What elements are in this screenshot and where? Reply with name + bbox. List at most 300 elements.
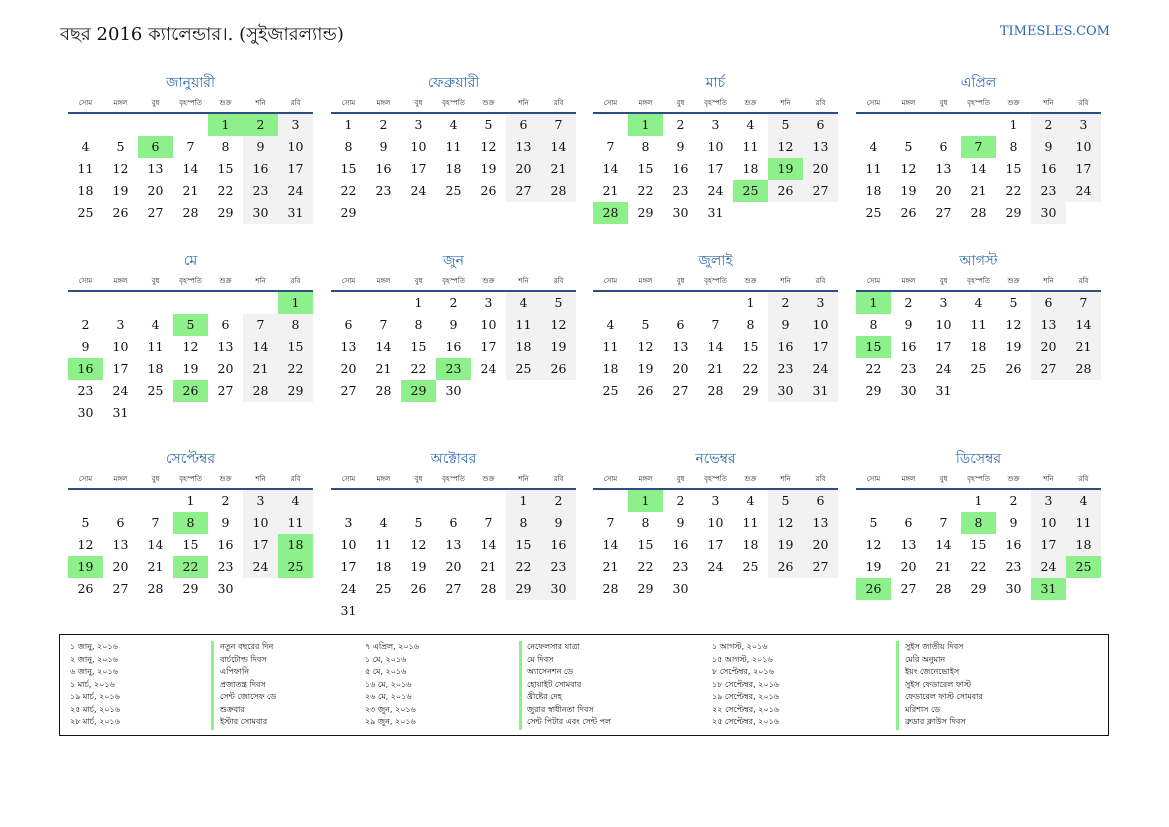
day-cell[interactable]: 27: [803, 180, 838, 202]
day-cell[interactable]: 9: [676, 139, 685, 154]
day-cell[interactable]: 16: [1031, 158, 1066, 180]
day-cell[interactable]: 5: [414, 515, 423, 530]
day-cell[interactable]: 20: [1031, 336, 1066, 358]
day-cell[interactable]: 10: [112, 339, 129, 354]
day-cell[interactable]: 24: [340, 581, 357, 596]
day-cell[interactable]: 11: [77, 161, 94, 176]
day-cell[interactable]: 31: [803, 380, 838, 402]
day-cell[interactable]: 1: [186, 493, 195, 508]
day-cell[interactable]: 27: [340, 383, 357, 398]
day-cell[interactable]: 17: [803, 336, 838, 358]
day-cell[interactable]: 12: [865, 537, 882, 552]
day-cell[interactable]: 21: [970, 183, 987, 198]
day-cell[interactable]: 6: [803, 114, 838, 136]
day-cell[interactable]: 3: [344, 515, 353, 530]
day-cell[interactable]: 15: [340, 161, 357, 176]
day-cell[interactable]: 6: [676, 317, 685, 332]
day-cell[interactable]: 26: [541, 358, 576, 380]
day-cell[interactable]: 17: [1066, 158, 1101, 180]
day-cell[interactable]: 21: [1066, 336, 1101, 358]
day-cell[interactable]: 6: [939, 139, 948, 154]
day-cell[interactable]: 1: [1009, 117, 1018, 132]
day-cell[interactable]: 27: [935, 205, 952, 220]
day-cell[interactable]: 14: [602, 161, 619, 176]
day-cell[interactable]: 3: [414, 117, 423, 132]
day-cell[interactable]: 21: [243, 358, 278, 380]
day-cell[interactable]: 25: [445, 183, 462, 198]
day-cell[interactable]: 25: [970, 361, 987, 376]
day-cell[interactable]: 24: [803, 358, 838, 380]
day-cell[interactable]: 30: [768, 380, 803, 402]
day-cell[interactable]: 1: [414, 295, 423, 310]
day-cell[interactable]: 18: [506, 336, 541, 358]
day-cell[interactable]: 8: [506, 512, 541, 534]
day-cell[interactable]: 30: [672, 581, 689, 596]
day-cell[interactable]: 14: [602, 537, 619, 552]
day-cell[interactable]: 12: [410, 537, 427, 552]
day-cell[interactable]: 27: [672, 383, 689, 398]
day-cell[interactable]: 29: [1005, 205, 1022, 220]
day-cell[interactable]: 19: [768, 534, 803, 556]
holiday-day-cell[interactable]: 22: [173, 556, 208, 578]
day-cell[interactable]: 14: [541, 136, 576, 158]
day-cell[interactable]: 30: [1031, 202, 1066, 224]
day-cell[interactable]: 30: [217, 581, 234, 596]
day-cell[interactable]: 29: [637, 205, 654, 220]
day-cell[interactable]: 13: [147, 161, 164, 176]
day-cell[interactable]: 11: [375, 537, 392, 552]
day-cell[interactable]: 12: [637, 339, 654, 354]
day-cell[interactable]: 20: [112, 559, 129, 574]
day-cell[interactable]: 26: [112, 205, 129, 220]
day-cell[interactable]: 3: [484, 295, 493, 310]
day-cell[interactable]: 28: [182, 205, 199, 220]
day-cell[interactable]: 9: [449, 317, 458, 332]
day-cell[interactable]: 9: [1031, 136, 1066, 158]
day-cell[interactable]: 16: [672, 161, 689, 176]
day-cell[interactable]: 23: [1031, 180, 1066, 202]
day-cell[interactable]: 21: [602, 183, 619, 198]
day-cell[interactable]: 5: [904, 139, 913, 154]
day-cell[interactable]: 25: [742, 559, 759, 574]
day-cell[interactable]: 10: [935, 317, 952, 332]
holiday-day-cell[interactable]: 15: [856, 336, 891, 358]
day-cell[interactable]: 25: [147, 383, 164, 398]
day-cell[interactable]: 15: [742, 339, 759, 354]
day-cell[interactable]: 6: [803, 490, 838, 512]
day-cell[interactable]: 23: [768, 358, 803, 380]
brand-link[interactable]: TIMESLES.COM: [999, 24, 1110, 39]
day-cell[interactable]: 4: [151, 317, 160, 332]
day-cell[interactable]: 28: [1066, 358, 1101, 380]
day-cell[interactable]: 2: [676, 117, 685, 132]
day-cell[interactable]: 16: [768, 336, 803, 358]
day-cell[interactable]: 12: [1005, 317, 1022, 332]
day-cell[interactable]: 9: [1009, 515, 1018, 530]
day-cell[interactable]: 25: [602, 383, 619, 398]
day-cell[interactable]: 3: [116, 317, 125, 332]
holiday-day-cell[interactable]: 8: [173, 512, 208, 534]
day-cell[interactable]: 4: [869, 139, 878, 154]
day-cell[interactable]: 28: [243, 380, 278, 402]
day-cell[interactable]: 7: [243, 314, 278, 336]
day-cell[interactable]: 28: [707, 383, 724, 398]
day-cell[interactable]: 15: [217, 161, 234, 176]
day-cell[interactable]: 24: [410, 183, 427, 198]
day-cell[interactable]: 28: [602, 581, 619, 596]
day-cell[interactable]: 17: [707, 161, 724, 176]
day-cell[interactable]: 2: [1031, 114, 1066, 136]
day-cell[interactable]: 15: [637, 161, 654, 176]
day-cell[interactable]: 27: [147, 205, 164, 220]
day-cell[interactable]: 28: [970, 205, 987, 220]
day-cell[interactable]: 7: [939, 515, 948, 530]
day-cell[interactable]: 14: [935, 537, 952, 552]
day-cell[interactable]: 16: [672, 537, 689, 552]
day-cell[interactable]: 17: [707, 537, 724, 552]
holiday-day-cell[interactable]: 23: [436, 358, 471, 380]
day-cell[interactable]: 3: [1031, 490, 1066, 512]
day-cell[interactable]: 19: [900, 183, 917, 198]
day-cell[interactable]: 6: [344, 317, 353, 332]
day-cell[interactable]: 17: [340, 559, 357, 574]
day-cell[interactable]: 4: [974, 295, 983, 310]
day-cell[interactable]: 31: [707, 205, 724, 220]
day-cell[interactable]: 9: [904, 317, 913, 332]
holiday-day-cell[interactable]: 29: [401, 380, 436, 402]
day-cell[interactable]: 23: [900, 361, 917, 376]
day-cell[interactable]: 11: [742, 515, 759, 530]
holiday-day-cell[interactable]: 1: [278, 292, 313, 314]
day-cell[interactable]: 24: [707, 559, 724, 574]
day-cell[interactable]: 8: [869, 317, 878, 332]
day-cell[interactable]: 14: [147, 537, 164, 552]
holiday-day-cell[interactable]: 25: [1066, 556, 1101, 578]
day-cell[interactable]: 14: [182, 161, 199, 176]
day-cell[interactable]: 24: [935, 361, 952, 376]
day-cell[interactable]: 4: [746, 117, 755, 132]
day-cell[interactable]: 18: [742, 537, 759, 552]
holiday-day-cell[interactable]: 31: [1031, 578, 1066, 600]
day-cell[interactable]: 26: [900, 205, 917, 220]
day-cell[interactable]: 5: [869, 515, 878, 530]
day-cell[interactable]: 8: [278, 314, 313, 336]
day-cell[interactable]: 13: [217, 339, 234, 354]
day-cell[interactable]: 10: [340, 537, 357, 552]
day-cell[interactable]: 5: [116, 139, 125, 154]
day-cell[interactable]: 23: [243, 180, 278, 202]
day-cell[interactable]: 19: [541, 336, 576, 358]
day-cell[interactable]: 2: [676, 493, 685, 508]
day-cell[interactable]: 9: [676, 515, 685, 530]
day-cell[interactable]: 10: [410, 139, 427, 154]
day-cell[interactable]: 20: [147, 183, 164, 198]
day-cell[interactable]: 30: [445, 383, 462, 398]
day-cell[interactable]: 9: [243, 136, 278, 158]
day-cell[interactable]: 21: [182, 183, 199, 198]
day-cell[interactable]: 11: [278, 512, 313, 534]
holiday-day-cell[interactable]: 25: [733, 180, 768, 202]
day-cell[interactable]: 8: [746, 317, 755, 332]
day-cell[interactable]: 20: [935, 183, 952, 198]
day-cell[interactable]: 11: [865, 161, 882, 176]
day-cell[interactable]: 19: [637, 361, 654, 376]
day-cell[interactable]: 10: [1066, 136, 1101, 158]
day-cell[interactable]: 10: [1031, 512, 1066, 534]
day-cell[interactable]: 22: [506, 556, 541, 578]
day-cell[interactable]: 18: [147, 361, 164, 376]
day-cell[interactable]: 14: [970, 161, 987, 176]
day-cell[interactable]: 24: [1066, 180, 1101, 202]
holiday-day-cell[interactable]: 19: [768, 158, 803, 180]
holiday-day-cell[interactable]: 26: [856, 578, 891, 600]
day-cell[interactable]: 7: [711, 317, 720, 332]
day-cell[interactable]: 18: [445, 161, 462, 176]
day-cell[interactable]: 8: [414, 317, 423, 332]
day-cell[interactable]: 12: [77, 537, 94, 552]
day-cell[interactable]: 14: [707, 339, 724, 354]
day-cell[interactable]: 17: [480, 339, 497, 354]
day-cell[interactable]: 7: [1066, 292, 1101, 314]
day-cell[interactable]: 15: [1005, 161, 1022, 176]
day-cell[interactable]: 2: [768, 292, 803, 314]
day-cell[interactable]: 19: [410, 559, 427, 574]
day-cell[interactable]: 6: [506, 114, 541, 136]
day-cell[interactable]: 7: [606, 515, 615, 530]
day-cell[interactable]: 24: [480, 361, 497, 376]
day-cell[interactable]: 17: [243, 534, 278, 556]
day-cell[interactable]: 9: [541, 512, 576, 534]
day-cell[interactable]: 18: [970, 339, 987, 354]
day-cell[interactable]: 29: [506, 578, 541, 600]
day-cell[interactable]: 26: [768, 180, 803, 202]
day-cell[interactable]: 13: [1031, 314, 1066, 336]
day-cell[interactable]: 4: [379, 515, 388, 530]
day-cell[interactable]: 12: [182, 339, 199, 354]
day-cell[interactable]: 26: [77, 581, 94, 596]
holiday-day-cell[interactable]: 26: [173, 380, 208, 402]
day-cell[interactable]: 19: [865, 559, 882, 574]
day-cell[interactable]: 30: [77, 405, 94, 420]
day-cell[interactable]: 21: [480, 559, 497, 574]
holiday-day-cell[interactable]: 1: [628, 114, 663, 136]
day-cell[interactable]: 29: [182, 581, 199, 596]
day-cell[interactable]: 3: [803, 292, 838, 314]
day-cell[interactable]: 30: [243, 202, 278, 224]
holiday-day-cell[interactable]: 1: [208, 114, 243, 136]
day-cell[interactable]: 30: [900, 383, 917, 398]
day-cell[interactable]: 4: [81, 139, 90, 154]
day-cell[interactable]: 17: [935, 339, 952, 354]
day-cell[interactable]: 29: [970, 581, 987, 596]
day-cell[interactable]: 4: [278, 490, 313, 512]
day-cell[interactable]: 12: [900, 161, 917, 176]
holiday-day-cell[interactable]: 7: [961, 136, 996, 158]
day-cell[interactable]: 17: [1031, 534, 1066, 556]
day-cell[interactable]: 14: [243, 336, 278, 358]
day-cell[interactable]: 2: [904, 295, 913, 310]
day-cell[interactable]: 6: [221, 317, 230, 332]
day-cell[interactable]: 3: [243, 490, 278, 512]
day-cell[interactable]: 20: [672, 361, 689, 376]
day-cell[interactable]: 5: [541, 292, 576, 314]
day-cell[interactable]: 14: [375, 339, 392, 354]
day-cell[interactable]: 16: [900, 339, 917, 354]
day-cell[interactable]: 11: [970, 317, 987, 332]
day-cell[interactable]: 1: [974, 493, 983, 508]
day-cell[interactable]: 11: [445, 139, 462, 154]
day-cell[interactable]: 20: [506, 158, 541, 180]
day-cell[interactable]: 27: [803, 556, 838, 578]
day-cell[interactable]: 10: [707, 515, 724, 530]
day-cell[interactable]: 26: [480, 183, 497, 198]
day-cell[interactable]: 1: [746, 295, 755, 310]
day-cell[interactable]: 2: [449, 295, 458, 310]
day-cell[interactable]: 12: [768, 136, 803, 158]
day-cell[interactable]: 8: [641, 139, 650, 154]
day-cell[interactable]: 11: [602, 339, 619, 354]
day-cell[interactable]: 4: [746, 493, 755, 508]
day-cell[interactable]: 29: [217, 205, 234, 220]
day-cell[interactable]: 6: [904, 515, 913, 530]
day-cell[interactable]: 18: [1066, 534, 1101, 556]
day-cell[interactable]: 4: [1066, 490, 1101, 512]
day-cell[interactable]: 28: [375, 383, 392, 398]
day-cell[interactable]: 16: [541, 534, 576, 556]
day-cell[interactable]: 22: [217, 183, 234, 198]
day-cell[interactable]: 2: [221, 493, 230, 508]
day-cell[interactable]: 11: [1066, 512, 1101, 534]
day-cell[interactable]: 6: [1031, 292, 1066, 314]
day-cell[interactable]: 10: [480, 317, 497, 332]
day-cell[interactable]: 22: [742, 361, 759, 376]
day-cell[interactable]: 18: [742, 161, 759, 176]
day-cell[interactable]: 10: [243, 512, 278, 534]
holiday-day-cell[interactable]: 25: [278, 556, 313, 578]
day-cell[interactable]: 12: [112, 161, 129, 176]
day-cell[interactable]: 8: [641, 515, 650, 530]
day-cell[interactable]: 4: [449, 117, 458, 132]
day-cell[interactable]: 26: [768, 556, 803, 578]
day-cell[interactable]: 5: [484, 117, 493, 132]
day-cell[interactable]: 11: [147, 339, 164, 354]
day-cell[interactable]: 9: [221, 515, 230, 530]
day-cell[interactable]: 7: [186, 139, 195, 154]
day-cell[interactable]: 12: [541, 314, 576, 336]
day-cell[interactable]: 21: [541, 158, 576, 180]
day-cell[interactable]: 1: [344, 117, 353, 132]
day-cell[interactable]: 27: [506, 180, 541, 202]
day-cell[interactable]: 26: [410, 581, 427, 596]
day-cell[interactable]: 3: [1066, 114, 1101, 136]
day-cell[interactable]: 13: [112, 537, 129, 552]
day-cell[interactable]: 2: [1009, 493, 1018, 508]
day-cell[interactable]: 22: [637, 183, 654, 198]
day-cell[interactable]: 21: [375, 361, 392, 376]
day-cell[interactable]: 22: [410, 361, 427, 376]
holiday-day-cell[interactable]: 28: [593, 202, 628, 224]
day-cell[interactable]: 24: [243, 556, 278, 578]
day-cell[interactable]: 15: [410, 339, 427, 354]
day-cell[interactable]: 3: [939, 295, 948, 310]
day-cell[interactable]: 25: [77, 205, 94, 220]
day-cell[interactable]: 20: [900, 559, 917, 574]
day-cell[interactable]: 27: [217, 383, 234, 398]
day-cell[interactable]: 17: [278, 158, 313, 180]
day-cell[interactable]: 20: [803, 534, 838, 556]
day-cell[interactable]: 18: [77, 183, 94, 198]
day-cell[interactable]: 8: [344, 139, 353, 154]
day-cell[interactable]: 1: [506, 490, 541, 512]
day-cell[interactable]: 23: [541, 556, 576, 578]
day-cell[interactable]: 2: [81, 317, 90, 332]
day-cell[interactable]: 5: [641, 317, 650, 332]
day-cell[interactable]: 13: [900, 537, 917, 552]
day-cell[interactable]: 23: [217, 559, 234, 574]
day-cell[interactable]: 20: [445, 559, 462, 574]
day-cell[interactable]: 23: [672, 559, 689, 574]
day-cell[interactable]: 9: [768, 314, 803, 336]
day-cell[interactable]: 17: [410, 161, 427, 176]
day-cell[interactable]: 7: [484, 515, 493, 530]
holiday-day-cell[interactable]: 19: [68, 556, 103, 578]
day-cell[interactable]: 5: [768, 114, 803, 136]
day-cell[interactable]: 28: [541, 180, 576, 202]
day-cell[interactable]: 15: [278, 336, 313, 358]
day-cell[interactable]: 20: [340, 361, 357, 376]
day-cell[interactable]: 30: [672, 205, 689, 220]
day-cell[interactable]: 9: [379, 139, 388, 154]
day-cell[interactable]: 25: [375, 581, 392, 596]
day-cell[interactable]: 17: [112, 361, 129, 376]
day-cell[interactable]: 5: [768, 490, 803, 512]
day-cell[interactable]: 21: [147, 559, 164, 574]
day-cell[interactable]: 27: [112, 581, 129, 596]
day-cell[interactable]: 15: [182, 537, 199, 552]
day-cell[interactable]: 28: [935, 581, 952, 596]
day-cell[interactable]: 27: [445, 581, 462, 596]
day-cell[interactable]: 16: [1005, 537, 1022, 552]
day-cell[interactable]: 2: [379, 117, 388, 132]
day-cell[interactable]: 13: [506, 136, 541, 158]
day-cell[interactable]: 21: [935, 559, 952, 574]
day-cell[interactable]: 23: [77, 383, 94, 398]
day-cell[interactable]: 3: [711, 117, 720, 132]
day-cell[interactable]: 8: [1009, 139, 1018, 154]
day-cell[interactable]: 23: [1005, 559, 1022, 574]
day-cell[interactable]: 25: [865, 205, 882, 220]
day-cell[interactable]: 11: [506, 314, 541, 336]
day-cell[interactable]: 14: [480, 537, 497, 552]
day-cell[interactable]: 15: [970, 537, 987, 552]
day-cell[interactable]: 11: [742, 139, 759, 154]
day-cell[interactable]: 25: [506, 358, 541, 380]
day-cell[interactable]: 5: [81, 515, 90, 530]
day-cell[interactable]: 16: [217, 537, 234, 552]
day-cell[interactable]: 19: [1005, 339, 1022, 354]
day-cell[interactable]: 21: [602, 559, 619, 574]
day-cell[interactable]: 12: [480, 139, 497, 154]
day-cell[interactable]: 20: [217, 361, 234, 376]
day-cell[interactable]: 29: [865, 383, 882, 398]
holiday-day-cell[interactable]: 1: [628, 490, 663, 512]
day-cell[interactable]: 22: [1005, 183, 1022, 198]
day-cell[interactable]: 10: [707, 139, 724, 154]
day-cell[interactable]: 23: [672, 183, 689, 198]
day-cell[interactable]: 29: [278, 380, 313, 402]
day-cell[interactable]: 22: [637, 559, 654, 574]
day-cell[interactable]: 13: [445, 537, 462, 552]
